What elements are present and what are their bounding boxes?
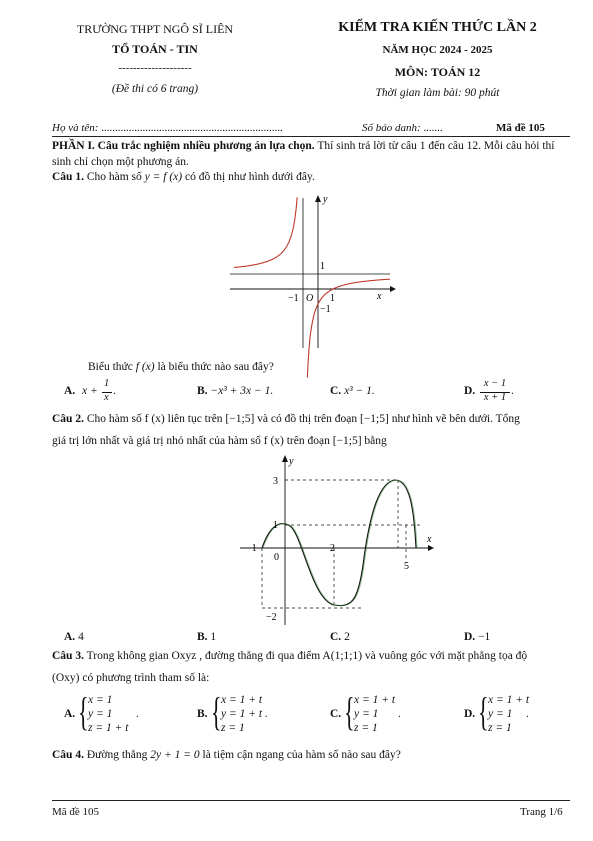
exam-title: KIỂM TRA KIẾN THỨC LẦN 2 [338, 20, 537, 35]
q1-option-b[interactable] [197, 385, 273, 397]
q2-option-d[interactable] [464, 631, 490, 643]
q3-option-b-row-2: y = 1 + t . [221, 708, 268, 720]
q1-option-d-letter: D. [464, 385, 476, 397]
q3-option-d-row-1: x = 1 + t [488, 694, 530, 706]
q2-option-a-value: 4 [78, 631, 84, 643]
q2-label: Câu 2. [52, 413, 84, 425]
q2-tick-m1: −1 [246, 543, 257, 554]
q4-label: Câu 4. [52, 749, 84, 761]
q2-curve-green [263, 480, 417, 606]
q2-option-c-value: 2 [344, 631, 350, 643]
q1-option-a-den: x [104, 392, 109, 403]
q3-option-d[interactable] [464, 690, 574, 738]
q2-tick-1: 1 [273, 520, 278, 531]
q1-option-a-expr: x + [82, 385, 98, 397]
q3-option-a-row-2: y = 1 [88, 708, 113, 720]
q3-option-d-system [488, 693, 529, 735]
q2-tick-3: 3 [273, 476, 278, 487]
q1-prompt-a: Biểu thức [88, 361, 133, 373]
q3-option-d-row-2: y = 1 [488, 708, 513, 720]
q3-option-c[interactable] [330, 690, 440, 738]
q1-prompt [88, 361, 274, 373]
q4-formula: 2y + 1 = 0 [150, 749, 200, 761]
q1-option-b-letter: B. [197, 385, 208, 397]
name-label: Họ và tên: [52, 122, 99, 134]
q2-option-c[interactable] [330, 631, 350, 643]
q1-tick-y1: 1 [320, 261, 325, 272]
q1-graph [230, 190, 400, 350]
q2-x-label: x [427, 534, 432, 545]
q3-option-a-system [88, 693, 128, 735]
q1-option-c[interactable] [330, 385, 375, 397]
q3-option-c-row-3: z = 1 [354, 722, 378, 734]
q1-y-label: y [323, 194, 328, 205]
q1-formula: y = f (x) [144, 171, 183, 183]
q2-option-b-value: 1 [210, 631, 217, 643]
q3-label: Câu 3. [52, 650, 84, 662]
q3-line-1-text: Trong không gian Oxyz , đường thẳng đi qua điểm A(1;1;1) và vuông góc với mặt phẳng tọa độ [86, 650, 528, 662]
q3-option-b-letter: B. [197, 708, 208, 720]
section-title: PHẦN I. Câu trắc nghiệm nhiều phương án lựa chọn. [52, 140, 315, 152]
footer-page: Trang 1/6 [520, 806, 563, 818]
exam-code: Mã đề 105 [496, 122, 545, 134]
q2-option-c-letter: C. [330, 631, 342, 643]
school-year: NĂM HỌC 2024 - 2025 [382, 44, 493, 56]
q2-option-a[interactable] [64, 631, 84, 643]
q3-option-c-letter: C. [330, 708, 342, 720]
section-heading [52, 138, 572, 170]
q4-text-a: Đường thẳng [86, 749, 148, 761]
name-field: .................................................................. [101, 122, 283, 134]
q4-text-b: là tiệm cận ngang của hàm số nào sau đây? [202, 749, 401, 761]
q3-option-a-brace: { [78, 689, 89, 734]
q3-option-c-row-1: x = 1 + t [354, 694, 396, 706]
q3-option-a-row-3: z = 1 + t [88, 722, 129, 734]
q1-tick-1: 1 [330, 293, 335, 304]
q3-line-2: (Oxy) có phương trình tham số là: [52, 672, 210, 684]
q3-stem [52, 645, 572, 689]
q1-option-b-expr: −x³ + 3x − 1. [210, 385, 274, 397]
q1-option-c-expr: x³ − 1. [344, 385, 375, 397]
q2-line-1-text: Cho hàm số f (x) liên tục trên [−1;5] và có đồ thị trên đoạn [−1;5] như hình vẽ bên dưới. Tổng [86, 413, 520, 425]
id-area [362, 122, 443, 134]
q1-option-a-letter: A. [64, 385, 76, 397]
q1-text-b: có đồ thị như hình dưới đây. [184, 171, 315, 183]
q3-option-a-letter: A. [64, 708, 76, 720]
q2-tick-2: 2 [330, 543, 335, 554]
q1-prompt-f: f (x) [135, 361, 155, 373]
q3-option-d-row-3: z = 1 [488, 722, 512, 734]
q3-option-d-tail: . [526, 708, 529, 720]
duration: Thời gian làm bài: 90 phút [375, 87, 500, 99]
q2-option-b-letter: B. [197, 631, 208, 643]
q3-option-b-row-3: z = 1 [221, 722, 245, 734]
header-divider: -------------------- [118, 62, 192, 74]
q3-line-1 [52, 645, 572, 667]
q3-option-b[interactable] [197, 690, 307, 738]
q3-option-c-system [354, 693, 395, 735]
q4-stem [52, 749, 401, 761]
q2-option-d-value: −1 [478, 631, 491, 643]
department-name: TỔ TOÁN - TIN [112, 42, 198, 56]
q3-option-d-brace: { [478, 689, 489, 734]
q3-option-c-tail: . [398, 708, 401, 720]
q1-origin: O [306, 293, 314, 304]
q2-option-d-letter: D. [464, 631, 476, 643]
q1-x-label: x [377, 291, 382, 302]
section-instruction: Thí sinh trả lời từ câu 1 đến câu 12. Mỗi câu hỏi thí sinh chỉ chọn một phương án. [52, 140, 555, 168]
footer-code: Mã đề 105 [52, 806, 100, 818]
q3-option-c-row-2: y = 1 [354, 708, 379, 720]
q1-option-d-num: x − 1 [483, 378, 507, 389]
q1-option-a-num: 1 [104, 378, 110, 389]
q1-curve-left [234, 197, 297, 267]
id-label: Số báo danh: [362, 122, 421, 134]
q1-tick-ym1: −1 [320, 304, 331, 315]
subject: MÔN: TOÁN 12 [394, 65, 481, 79]
q3-option-b-system [221, 693, 268, 735]
q3-option-a[interactable] [64, 690, 174, 738]
student-underline [52, 136, 570, 137]
q1-option-d-tail: . [511, 385, 514, 397]
q3-option-a-tail: . [136, 708, 139, 720]
q3-option-b-brace: { [211, 689, 222, 734]
q2-line-2: giá trị lớn nhất và giá trị nhỏ nhất của hàm số f (x) trên đoạn [−1;5] bằng [52, 435, 387, 447]
q1-stem [52, 171, 315, 183]
q2-option-a-letter: A. [64, 631, 76, 643]
q3-option-c-brace: { [344, 689, 355, 734]
q2-tick-5: 5 [404, 561, 409, 572]
q3-option-a-row-1: x = 1 [88, 694, 113, 706]
q2-graph [240, 450, 440, 628]
q2-stem [52, 408, 572, 452]
q2-origin: 0 [274, 552, 279, 563]
q1-label: Câu 1. [52, 171, 84, 183]
q1-option-d-den: x + 1 [483, 392, 507, 403]
q3-option-d-letter: D. [464, 708, 476, 720]
footer-rule [52, 800, 570, 801]
school-name: TRƯỜNG THPT NGÔ SĨ LIÊN [76, 22, 234, 36]
q2-option-b[interactable] [197, 631, 216, 643]
q2-tick-m2: −2 [266, 612, 277, 623]
q2-y-label: y [289, 456, 294, 467]
pages-note: (Đề thi có 6 trang) [111, 83, 199, 95]
q1-option-c-letter: C. [330, 385, 342, 397]
q1-option-a-tail: . [113, 385, 116, 397]
student-line [52, 122, 570, 136]
q1-text-a: Cho hàm số [86, 171, 142, 183]
q1-prompt-b: là biểu thức nào sau đây? [157, 361, 274, 373]
q2-line-1 [52, 408, 572, 430]
q1-tick-m1: −1 [288, 293, 299, 304]
id-field: ....... [423, 122, 443, 134]
q3-option-b-row-1: x = 1 + t [221, 694, 263, 706]
